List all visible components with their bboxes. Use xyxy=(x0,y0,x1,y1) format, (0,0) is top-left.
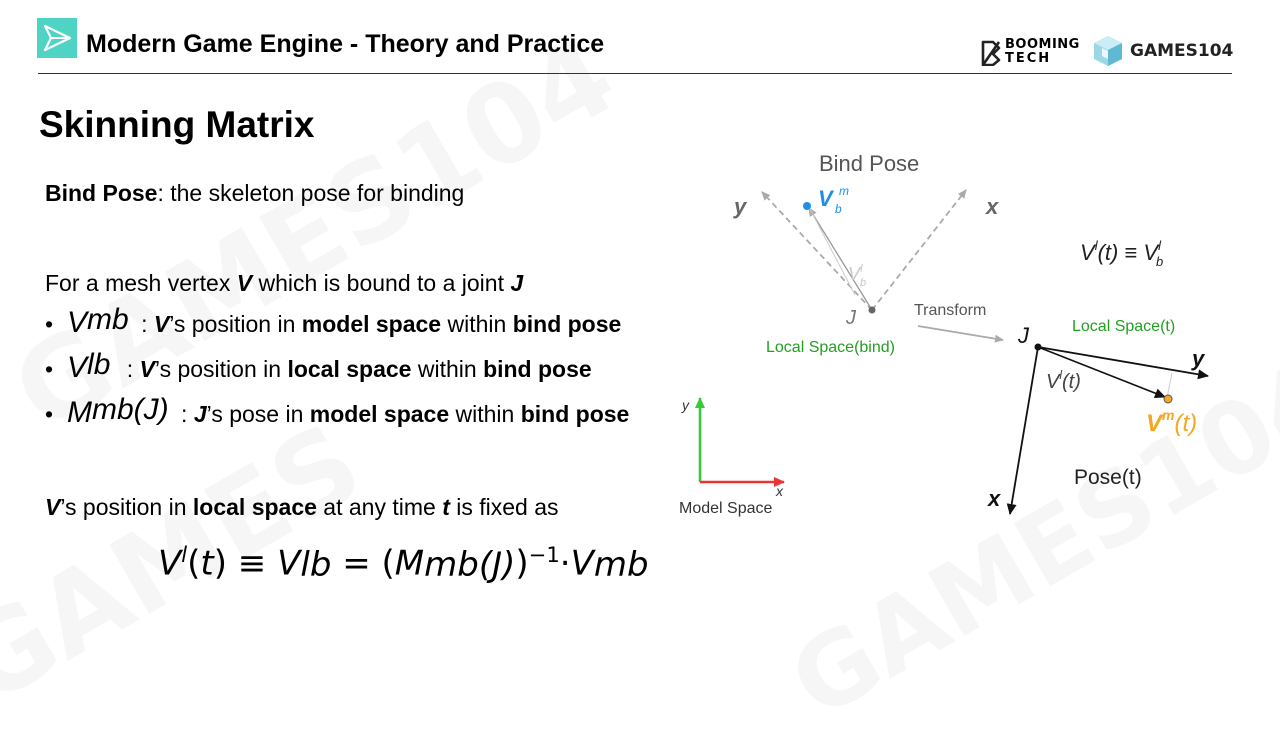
bind-vertex-label: V xyxy=(818,186,833,211)
skinning-formula: $V^l(t)$ ≡ Vlb = $(Mmb(J))^{-1}\cdot Vmb$ xyxy=(158,542,649,585)
mesh-vertex-line: For a mesh vertex V which is bound to a joint J xyxy=(45,270,524,296)
pose-local-vector-label: $V^l(t)$ xyxy=(1046,368,1081,393)
play-logo-icon xyxy=(37,18,77,58)
bullet-vertex-model-space: • Vmb : V’s position in model space within bind pose xyxy=(45,302,622,339)
bind-y-axis xyxy=(762,192,872,310)
bind-pose-definition xyxy=(45,180,464,207)
booming-label: BOOMING xyxy=(1005,37,1080,52)
pose-x-label: x xyxy=(988,486,1001,511)
transform-arrow xyxy=(918,326,1003,340)
bind-x-label: x xyxy=(986,194,999,219)
svg-text:m: m xyxy=(839,184,849,198)
equivalence-equation: $V^l(t) \equiv V^l$ b xyxy=(1080,238,1164,269)
bind-x-axis xyxy=(872,190,966,310)
booming-tech-icon xyxy=(980,38,1004,66)
booming-tech-logo xyxy=(980,37,1085,69)
pose-vertex-label: $V^m(t)$ xyxy=(1146,407,1198,437)
model-x-label: x xyxy=(776,483,783,499)
fixed-position-line: V’s position in local space at any time t is fixed as xyxy=(45,494,559,520)
joint-symbol: J xyxy=(510,270,524,296)
bind-y-label: y xyxy=(734,194,747,219)
vertex-symbol: V xyxy=(236,270,253,296)
model-space-label: Model Space xyxy=(679,500,773,517)
bullet-joint-model-space: • Mmb(J) : J’s pose in model space within bind pose xyxy=(45,392,630,429)
bind-vertex-vector xyxy=(809,208,872,310)
bind-pose-diagram xyxy=(670,140,1260,520)
local-space-bind-label: Local Space(bind) xyxy=(766,339,895,356)
slide-title: Skinning Matrix xyxy=(39,104,315,145)
header-title: Modern Game Engine - Theory and Practice xyxy=(86,30,605,58)
cube-icon xyxy=(1092,34,1124,68)
svg-text:b: b xyxy=(835,202,842,216)
tech-label: TECH xyxy=(1005,51,1052,66)
pose-projection-line xyxy=(1167,373,1172,398)
pose-x-axis xyxy=(1010,347,1038,514)
games104-logo xyxy=(1092,34,1232,68)
bind-vertex-point xyxy=(803,202,811,210)
pose-y-label: y xyxy=(1192,346,1205,371)
local-space-t-label: Local Space(t) xyxy=(1072,318,1176,335)
bind-pose-label: Bind Pose xyxy=(819,151,920,176)
bind-joint-label: J xyxy=(846,307,856,329)
pose-joint-label: J xyxy=(1018,323,1029,348)
bind-pose-desc: : the skeleton pose for binding xyxy=(157,180,465,206)
bind-pose-term: Bind Pose xyxy=(45,180,158,206)
bind-local-vector-label: $V_bl$ xyxy=(848,263,867,289)
pose-vertex-point xyxy=(1164,395,1172,403)
header-divider xyxy=(38,73,1232,74)
bullet-vertex-local-space: • Vlb : V’s position in local space within bind pose xyxy=(45,347,592,384)
pose-joint-point xyxy=(1035,344,1042,351)
games104-label: GAMES104 xyxy=(1130,41,1234,61)
model-y-label: y xyxy=(682,397,689,413)
pose-t-label: Pose(t) xyxy=(1074,466,1142,489)
bind-joint-point xyxy=(869,307,876,314)
transform-label: Transform xyxy=(914,302,987,319)
